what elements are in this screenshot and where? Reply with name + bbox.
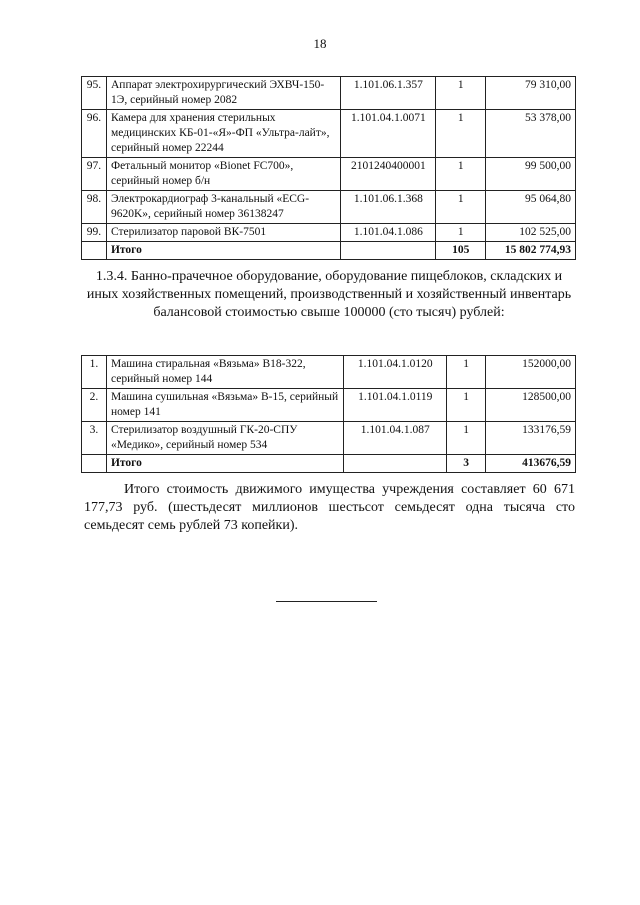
page-number: 18 xyxy=(313,36,327,51)
total-quantity: 3 xyxy=(447,455,486,473)
quantity: 1 xyxy=(436,224,486,242)
row-number: 98. xyxy=(82,191,107,224)
total-label: Итого xyxy=(106,455,343,473)
equipment-table-household xyxy=(81,355,576,473)
item-name: Камера для хранения стерильных медицинских КБ-01-«Я»-ФП «Ультра-лайт», серийный номер 22244 xyxy=(106,110,340,158)
inventory-code: 1.101.04.1.086 xyxy=(341,224,436,242)
summary-paragraph xyxy=(84,481,575,535)
amount: 95 064,80 xyxy=(486,191,576,224)
quantity: 1 xyxy=(447,356,486,389)
inventory-code xyxy=(341,242,436,260)
table-row xyxy=(82,158,576,191)
item-name: Фетальный монитор «Bionet FC700», серийный номер б/н xyxy=(106,158,340,191)
row-number: 99. xyxy=(82,224,107,242)
row-number: 3. xyxy=(82,422,107,455)
inventory-code: 1.101.04.1.0071 xyxy=(341,110,436,158)
inventory-code: 1.101.06.1.357 xyxy=(341,77,436,110)
quantity: 1 xyxy=(436,77,486,110)
table-row xyxy=(82,389,576,422)
inventory-code: 1.101.04.1.087 xyxy=(344,422,447,455)
equipment-table-medical xyxy=(81,76,576,260)
item-name: Стерилизатор паровой ВК-7501 xyxy=(106,224,340,242)
end-divider xyxy=(276,601,377,602)
row-number: 1. xyxy=(82,356,107,389)
amount: 152000,00 xyxy=(486,356,576,389)
quantity: 1 xyxy=(447,389,486,422)
total-amount: 15 802 774,93 xyxy=(486,242,576,260)
amount: 99 500,00 xyxy=(486,158,576,191)
total-amount: 413676,59 xyxy=(486,455,576,473)
item-name: Аппарат электрохирургический ЭХВЧ-150-1Э, серийный номер 2082 xyxy=(106,77,340,110)
row-number xyxy=(82,242,107,260)
row-number: 97. xyxy=(82,158,107,191)
amount: 53 378,00 xyxy=(486,110,576,158)
quantity: 1 xyxy=(447,422,486,455)
row-number: 2. xyxy=(82,389,107,422)
amount: 133176,59 xyxy=(486,422,576,455)
quantity: 1 xyxy=(436,191,486,224)
inventory-code: 1.101.06.1.368 xyxy=(341,191,436,224)
summary-text: Итого стоимость движимого имущества учреждения составляет 60 671 177,73 руб. (шестьдесят миллионов шестьсот семьдесят одна тысяча сто семьдесят семь рублей 73 копейки). xyxy=(84,482,575,533)
table-row xyxy=(82,356,576,389)
table-row xyxy=(82,191,576,224)
row-number: 95. xyxy=(82,77,107,110)
amount: 79 310,00 xyxy=(486,77,576,110)
table-row xyxy=(82,422,576,455)
table-row xyxy=(82,77,576,110)
table-total-row xyxy=(82,455,576,473)
total-quantity: 105 xyxy=(436,242,486,260)
table-row xyxy=(82,224,576,242)
inventory-code: 1.101.04.1.0120 xyxy=(344,356,447,389)
amount: 128500,00 xyxy=(486,389,576,422)
quantity: 1 xyxy=(436,158,486,191)
table-row xyxy=(82,110,576,158)
inventory-code: 1.101.04.1.0119 xyxy=(344,389,447,422)
item-name: Машина сушильная «Вязьма» В-15, серийный номер 141 xyxy=(106,389,343,422)
row-number xyxy=(82,455,107,473)
amount: 102 525,00 xyxy=(486,224,576,242)
section-heading: 1.3.4. Банно-прачечное оборудование, оборудование пищеблоков, складских и иных хозяйственных помещений, производственный и хозяйственный инвентарь балансовой стоимостью свыше 100000 (сто тысяч) рублей: xyxy=(86,269,572,320)
item-name: Машина стиральная «Вязьма» В18-322, серийный номер 144 xyxy=(106,356,343,389)
item-name: Стерилизатор воздушный ГК-20-СПУ «Медико», серийный номер 534 xyxy=(106,422,343,455)
total-label: Итого xyxy=(106,242,340,260)
inventory-code: 2101240400001 xyxy=(341,158,436,191)
quantity: 1 xyxy=(436,110,486,158)
row-number: 96. xyxy=(82,110,107,158)
inventory-code xyxy=(344,455,447,473)
item-name: Электрокардиограф 3-канальный «ECG-9620K», серийный номер 36138247 xyxy=(106,191,340,224)
table-total-row xyxy=(82,242,576,260)
